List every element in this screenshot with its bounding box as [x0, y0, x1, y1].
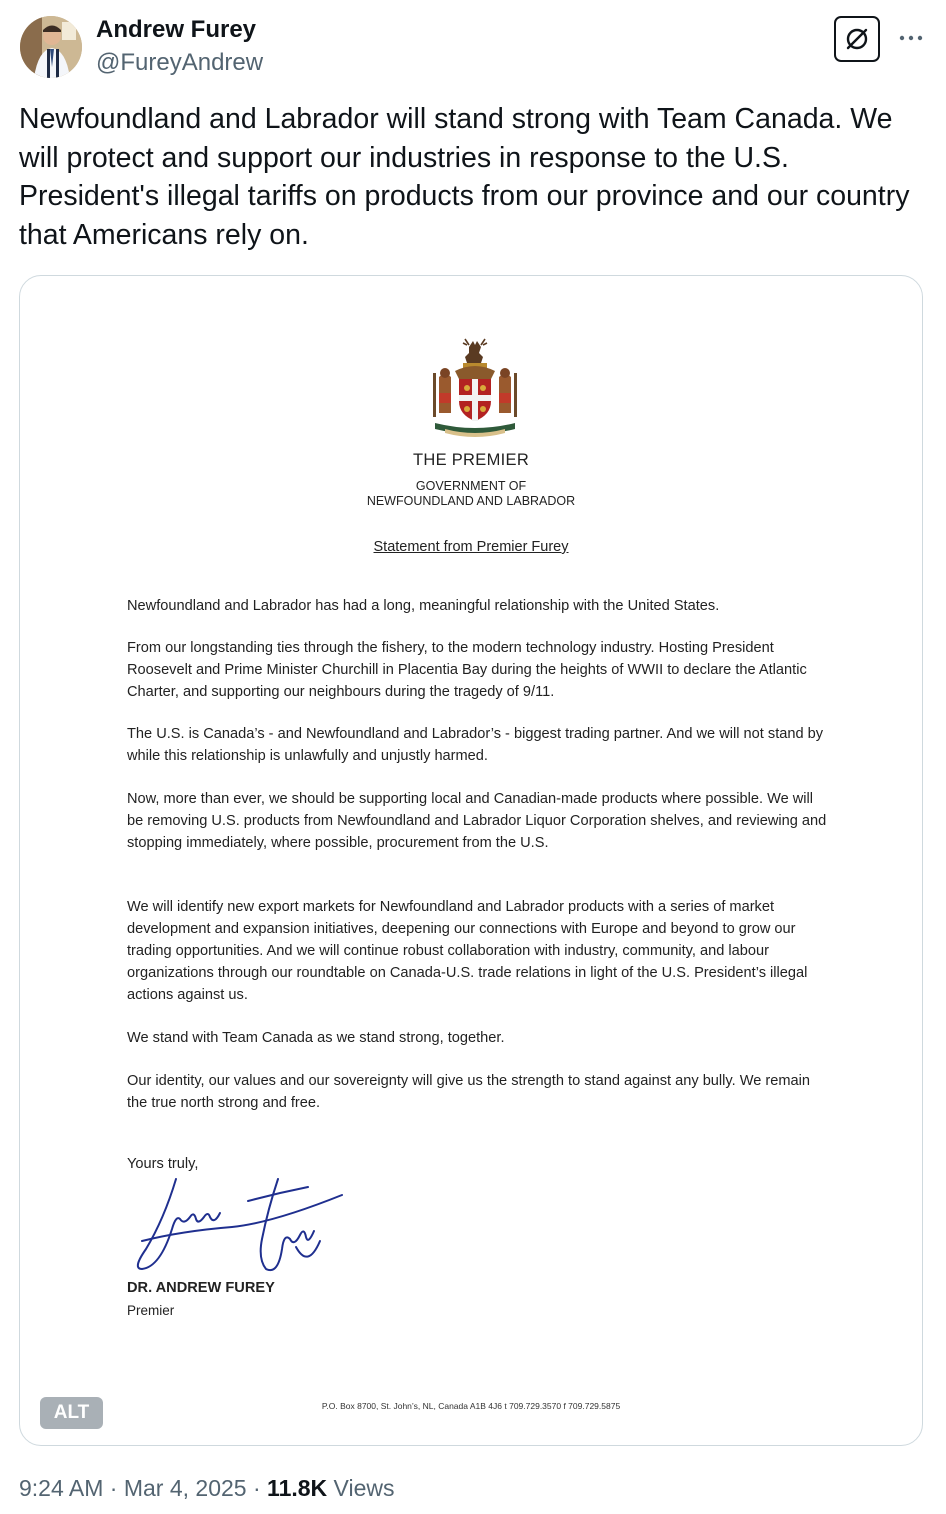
letter-paragraph: Now, more than ever, we should be supporting local and Canadian-made products where possible. We will be removing U.S. products from Newfoundland and Labrador Liquor Corporation shelves, and reviewing and stopping immediately, where possible, procurement from the U.S. — [127, 791, 827, 851]
coat-of-arms-icon — [425, 333, 525, 439]
tweet-date[interactable]: Mar 4, 2025 — [123, 1475, 247, 1501]
letter-paragraph: We will identify new export markets for Newfoundland and Labrador products with a series of market development and expansion initiatives, deepening our connections with Europe and beyond to grow our trading opportunities. And we will continue robust collaboration with industry, community, and labour organizations through our roundtable on Canada-U.S. trade relations in light of the U.S. President’s illegal actions against us. — [127, 899, 808, 1003]
more-horizontal-icon — [899, 34, 923, 42]
views-label: Views — [333, 1475, 395, 1501]
letter-statement-title: Statement from Premier Furey — [373, 539, 569, 555]
avatar-photo — [20, 16, 82, 78]
tweet-media-image[interactable] — [19, 275, 923, 1446]
tweet-text: Newfoundland and Labrador will stand strong with Team Canada. We will protect and support our industries in response to the U.S. President's illegal tariffs on products from our province and our country that Americans rely on. — [19, 103, 910, 251]
signature — [128, 1171, 348, 1276]
letter-paragraph: Our identity, our values and our sovereignty will give us the strength to stand against any bully. We remain the true north strong and free. — [127, 1073, 811, 1111]
letter-government-line-2: NEWFOUNDLAND AND LABRADOR — [366, 494, 576, 508]
letter-closing: Yours truly, — [127, 1156, 199, 1172]
letter-paragraph: The U.S. is Canada’s - and Newfoundland and Labrador’s - biggest trading partner. And we will not stand by while this relationship is unlawfully and unjustly harmed. — [127, 726, 824, 764]
more-options-button[interactable] — [893, 20, 929, 56]
letter-paragraph: Newfoundland and Labrador has had a long, meaningful relationship with the United States. — [127, 598, 720, 614]
alt-text-button[interactable]: ALT — [40, 1397, 103, 1429]
meta-separator: · — [109, 1475, 118, 1501]
letter-heading: THE PREMIER — [412, 451, 530, 469]
author-handle[interactable]: @FureyAndrew — [96, 49, 264, 76]
grok-icon — [844, 26, 870, 52]
letter-paragraph: We stand with Team Canada as we stand strong, together. — [127, 1030, 505, 1046]
tweet-meta — [19, 1475, 394, 1502]
author-name[interactable]: Andrew Furey — [96, 16, 257, 43]
letter-signer-name: DR. ANDREW FUREY — [127, 1280, 275, 1296]
letter-government-line-1: GOVERNMENT OF — [415, 479, 527, 493]
letter-footer-address: P.O. Box 8700, St. John’s, NL, Canada A1B 4J6 t 709.729.3570 f 709.729.5875 — [321, 1401, 621, 1411]
meta-separator: · — [252, 1475, 261, 1501]
tweet-time[interactable]: 9:24 AM — [19, 1475, 104, 1501]
views-count: 11.8K — [267, 1475, 328, 1501]
author-avatar[interactable] — [20, 16, 82, 78]
letter-signer-title: Premier — [127, 1303, 175, 1318]
letter-paragraph: From our longstanding ties through the fishery, to the modern technology industry. Hosting President Roosevelt and Prime Minister Churchill in Placentia Bay during the heights of WWII to declare the Atlantic Charter, and supporting our neighbours during the tragedy of 9/11. — [127, 640, 807, 700]
grok-button[interactable] — [834, 16, 880, 62]
